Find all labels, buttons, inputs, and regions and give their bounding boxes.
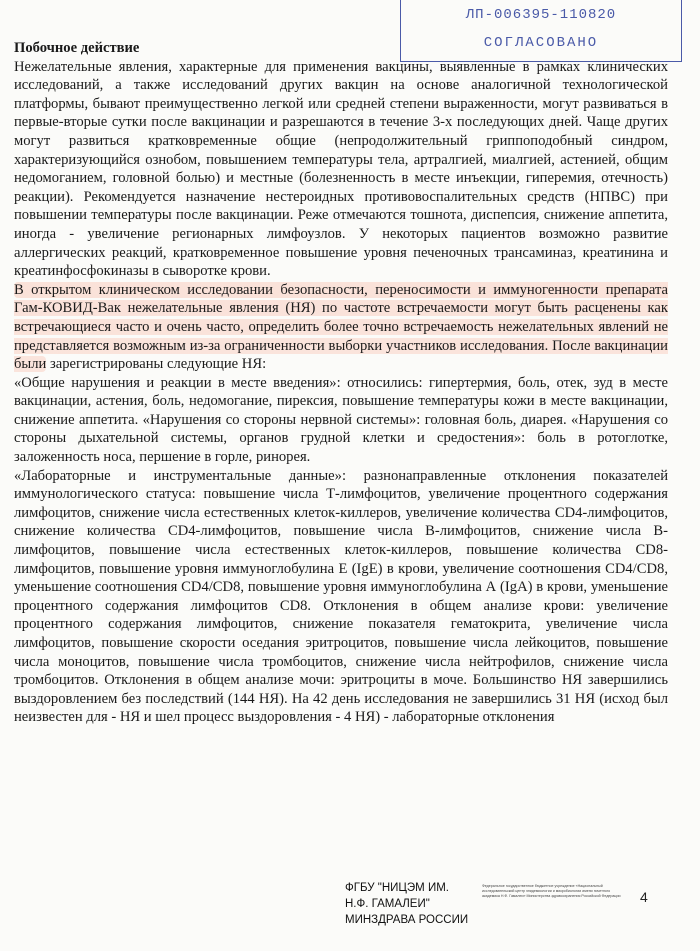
paragraph-general-disorders: «Общие нарушения и реакции в месте введения»: относились: гипертермия, боль, отек, зуд в месте вакцинации, астения, боль, недомогание, пирексия, повышение температуры кожи в месте вакцинации, снижение аппетита. «Нарушения со стороны нервной системы»: головная боль, диарея. «Нарушения со стороны дыхательной системы, органов грудной клетки и средостения»: боль в ротоглотке, заложенность носа, першение в горле, ринорея.: [14, 374, 668, 466]
org-name-line3: МИНЗДРАВА РОССИИ: [345, 914, 469, 926]
section-heading: Побочное действие: [14, 40, 140, 56]
document-body: [14, 39, 668, 727]
footer-fine-print: Федеральное государственное бюджетное учреждение «Национальный исследовательский центр эпидемиологии и микробиологии имени почетного академика Н.Ф. Гамалеи» Министерства здравоохранения Российской Федерации: [482, 884, 621, 899]
page-number: 4: [640, 889, 648, 905]
approval-status: СОГЛАСОВАНО: [483, 35, 599, 51]
footer-organization-stamp: [345, 880, 485, 928]
paragraph-general-reactions: Нежелательные явления, характерные для применения вакцины, выявленные в рамках клинических исследований, а также исследований других вакцин на основе аналогичной технологической платформы, бывают преимущественно легкой или средней степени выраженности, могут развиваться в первые-вторые сутки после вакцинации и разрешаются в течение 3-х последующих дней. Чаще других могут развиться кратковременные общие (непродолжительный гриппоподобный синдром, характеризующийся ознобом, повышением температуры тела, артралгией, миалгией, астенией, общим недомоганием, головной болью) и местные (болезненность в месте инъекции, гиперемия, отечность) реакции). Рекомендуется назначение нестероидных противовоспалительных средств (НПВС) при повышении температуры после вакцинации. Реже отмечаются тошнота, диспепсия, снижение аппетита, иногда - увеличение регионарных лимфоузлов. У некоторых пациентов возможно развитие аллергических реакций, кратковременное повышение уровня печеночных трансаминаз, креатинина и креатинфосфокиназы в сыворотке крови.: [14, 58, 668, 280]
paragraph-clinical-study-tail: зарегистрированы следующие НЯ:: [49, 356, 267, 373]
paragraph-lab-data: «Лабораторные и инструментальные данные»: разнонаправленные отклонения показателей иммунологического статуса: повышение числа Т-лимфоцитов, увеличение процентного содержания лимфоцитов, снижение числа естественных клеток-киллеров, увеличение количества CD4-лимфоцитов, снижение количества CD4-лимфоцитов, повышение числа В-лимфоцитов, снижение числа В-лимфоцитов, повышение числа естественных клеток-киллеров, повышение количества CD8-лимфоцитов, повышение уровня иммуноглобулина Е (IgE) в крови, увеличение соотношения CD4/CD8, уменьшение соотношения CD4/CD8, повышение уровня иммуноглобулина А (IgA) в крови, уменьшение процентного содержания лимфоцитов CD8. Отклонения в общем анализе крови: увеличение процентного содержания лимфоцитов, снижение показателя гематокрита, увеличение числа лимфоцитов, повышение скорости оседания эритроцитов, повышение числа лейкоцитов, повышение числа моноцитов, повышение числа тромбоцитов, снижение числа нейтрофилов, снижение числа тромбоцитов. Отклонения в общем анализе мочи: эритроциты в моче. Большинство НЯ завершились выздоровлением без последствий (144 НЯ). На 42 день исследования не завершились 31 НЯ (исход был неизвестен для - НЯ и шел процесс выздоровления - 4 НЯ) - лабораторные отклонения: [14, 467, 668, 726]
registration-number: ЛП-006395-110820: [465, 7, 617, 23]
org-name-line1: ФГБУ "НИЦЭМ ИМ.: [345, 882, 449, 894]
highlighted-text: В открытом клиническом исследовании безопасности, переносимости и иммуногенности препарата Гам-КОВИД-Вак нежелательные явления (НЯ) по частоте встречаемости могут быть расценены как встречающиеся часто и очень часто, определить более точно встречаемость нежелательных явлений не представляется возможным из-за ограниченности выборки участников исследования. После вакцинации были: [14, 281, 668, 373]
org-name-line2: Н.Ф. ГАМАЛЕИ": [345, 898, 430, 910]
paragraph-clinical-study: [14, 281, 668, 374]
